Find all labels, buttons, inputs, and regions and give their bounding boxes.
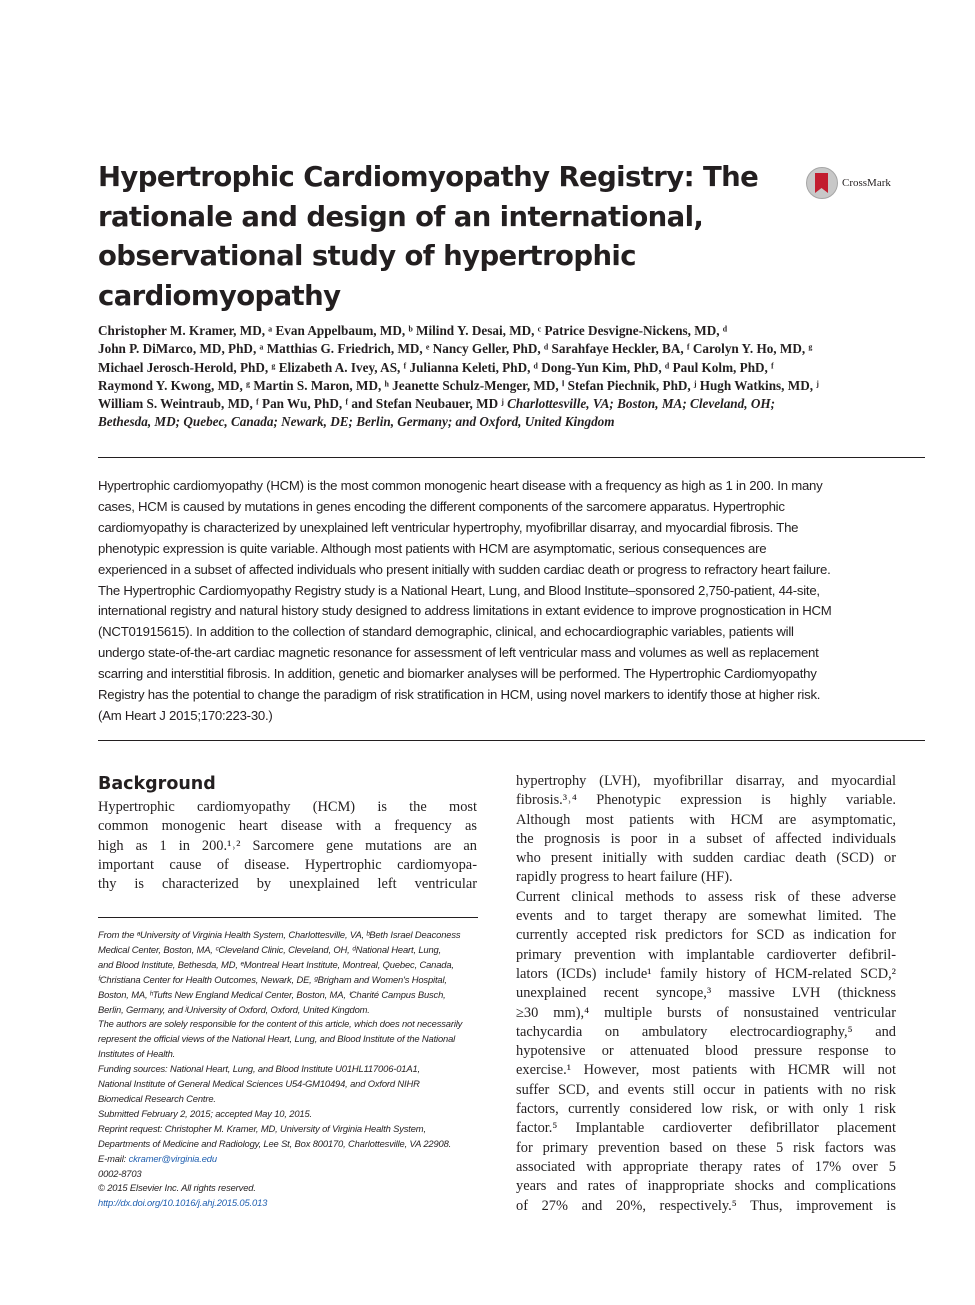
abstract-line: experienced in a subset of affected individuals who present initially with sudden cardiac death or progress to refractory heart failure. bbox=[98, 561, 831, 577]
title-line: observational study of hypertrophic bbox=[98, 240, 636, 272]
footnote-line: Medical Center, Boston, MA, ᶜCleveland Clinic, Cleveland, OH, ᵈNational Heart, Lung, bbox=[98, 943, 442, 955]
footnote-line: Biomedical Research Centre. bbox=[98, 1092, 216, 1104]
body-line: years and rates of inappropriate shocks and complications bbox=[516, 1178, 896, 1195]
copyright: © 2015 Elsevier Inc. All rights reserved. bbox=[98, 1182, 256, 1194]
footnote-line: Submitted February 2, 2015; accepted May 10, 2015. bbox=[98, 1107, 312, 1119]
abstract bbox=[98, 476, 898, 727]
abstract-line: (NCT01915615). In addition to the collection of standard demographic, clinical, and echocardiographic variables, patients will bbox=[98, 624, 794, 640]
author-line: Raymond Y. Kwong, MD, ᵍ Martin S. Maron, MD, ʰ Jeanette Schulz-Menger, MD, ⁱ Stefan Piechnik, PhD, ʲ Hugh Watkins, MD, ʲ bbox=[98, 377, 819, 393]
author-locations: Charlottesville, VA; Boston, MA; Cleveland, OH; bbox=[507, 396, 776, 412]
abstract-line: (Am Heart J 2015;170:223-30.) bbox=[98, 707, 273, 723]
footnote-rule bbox=[98, 917, 478, 918]
author-names: William S. Weintraub, MD, ᶠ Pan Wu, PhD, ᶠ and Stefan Neubauer, MD ʲ bbox=[98, 396, 508, 412]
abstract-line: phenotypic expression is quite variable. Although most patients with HCM are asymptomatic, serious consequences are bbox=[98, 540, 767, 556]
body-line: suffer SCD, and events still occur in patients with no risk bbox=[516, 1081, 896, 1098]
abstract-bottom-rule bbox=[98, 740, 925, 741]
body-line: fibrosis.³˒⁴ Phenotypic expression is highly variable. bbox=[516, 792, 896, 809]
body-line: events and to target therapy are somewhat limited. The bbox=[516, 908, 896, 925]
email-prefix: E-mail: bbox=[98, 1152, 129, 1164]
body-line: unexplained recent syncope,³ massive LVH (thickness bbox=[516, 985, 896, 1002]
body-line: common monogenic heart disease with a frequency as bbox=[98, 818, 477, 835]
author-list bbox=[98, 322, 898, 432]
body-line: the prognosis is poor in a subset of affected individuals bbox=[516, 830, 896, 847]
body-line: important cause of disease. Hypertrophic cardiomyopa- bbox=[98, 856, 477, 873]
crossmark-badge[interactable] bbox=[806, 166, 891, 200]
abstract-top-rule bbox=[98, 457, 925, 458]
title-line: cardiomyopathy bbox=[98, 279, 341, 312]
title-line: rationale and design of an international, bbox=[98, 200, 704, 233]
footnote-line: represent the official views of the National Heart, Lung, and Blood Institute of the National bbox=[98, 1033, 456, 1045]
abstract-line: undergo state-of-the-art cardiac magnetic resonance for assessment of left ventricular mass and volumes as well as replacement bbox=[98, 645, 819, 661]
issn: 0002-8703 bbox=[98, 1167, 142, 1179]
body-line: hypotensive or attenuated blood pressure response to bbox=[516, 1043, 896, 1060]
body-column-right bbox=[516, 772, 896, 1216]
footnote-line: Berlin, Germany, and ʲUniversity of Oxford, Oxford, United Kingdom. bbox=[98, 1003, 370, 1015]
body-line: hypertrophy (LVH), myofibrillar disarray, and myocardial bbox=[516, 773, 896, 789]
body-line: Hypertrophic cardiomyopathy (HCM) is the most bbox=[98, 799, 477, 815]
footnote-line: and Blood Institute, Bethesda, MD, ᵉMontreal Heart Institute, Montreal, Quebec, Canada, bbox=[98, 958, 454, 970]
body-line: thy is characterized by unexplained left ventricular bbox=[98, 876, 477, 893]
body-line: factors, currently considered low risk, or with only 1 risk bbox=[516, 1101, 896, 1118]
footnotes bbox=[98, 928, 478, 1211]
body-line: who present initially with sudden cardiac death (SCD) or bbox=[516, 850, 896, 867]
footnote-line: ᶠChristiana Center for Health Outcomes, Newark, DE, ᵍBrigham and Women's Hospital, bbox=[98, 973, 447, 985]
author-line: John P. DiMarco, MD, PhD, ᵃ Matthias G. Friedrich, MD, ᵉ Nancy Geller, PhD, ᵈ Sarahfaye Heckler, BA, ᶠ Carolyn Y. Ho, MD, ᵍ bbox=[98, 341, 813, 357]
email-link[interactable]: ckramer@virginia.edu bbox=[128, 1152, 217, 1164]
body-line: tachycardia on ambulatory electrocardiography,⁵ and bbox=[516, 1023, 896, 1040]
body-line: currently accepted risk predictors for SCD as indication for bbox=[516, 927, 896, 944]
author-line: Christopher M. Kramer, MD, ᵃ Evan Appelbaum, MD, ᵇ Milind Y. Desai, MD, ᶜ Patrice Desvigne-Nickens, MD, ᵈ bbox=[98, 323, 728, 338]
article-title bbox=[98, 158, 778, 316]
body-line: factor.⁵ Implantable cardioverter defibrillator placement bbox=[516, 1120, 896, 1137]
section-heading: Background bbox=[98, 774, 216, 794]
author-locations: Bethesda, MD; Quebec, Canada; Newark, DE; Berlin, Germany; and Oxford, United Kingdom bbox=[98, 414, 615, 430]
abstract-line: cases, HCM is caused by mutations in genes encoding the different components of the sarcomere apparatus. Hypertrophic bbox=[98, 498, 785, 514]
body-line: lators (ICDs) include¹ family history of HCM-related SCD,² bbox=[516, 965, 896, 982]
author-locations-line bbox=[98, 413, 898, 431]
author-line: Michael Jerosch-Herold, PhD, ᵍ Elizabeth A. Ivey, AS, ᶠ Julianna Keleti, PhD, ᵈ Dong-Yun Kim, PhD, ᵈ Paul Kolm, PhD, ᶠ bbox=[98, 359, 774, 375]
abstract-line: international registry and natural history study designed to address limitations in extant evidence to improve prognostication in HCM bbox=[98, 603, 832, 619]
abstract-line: The Hypertrophic Cardiomyopathy Registry study is a National Heart, Lung, and Blood Institute–sponsored 2,750-patient, 44-site, bbox=[98, 582, 820, 598]
footnote-line: National Institute of General Medical Sciences U54-GM10494, and Oxford NIHR bbox=[98, 1078, 420, 1090]
crossmark-label: CrossMark bbox=[842, 177, 891, 189]
body-line: high as 1 in 200.¹˒² Sarcomere gene mutations are an bbox=[98, 837, 477, 854]
footnote-line: Reprint request: Christopher M. Kramer, MD, University of Virginia Health System, bbox=[98, 1122, 426, 1134]
body-line: primary prevention with implantable cardioverter defibril- bbox=[516, 946, 896, 963]
body-line: Although most patients with HCM are asymptomatic, bbox=[516, 811, 896, 828]
email-line bbox=[98, 1152, 478, 1167]
footnote-line: Funding sources: National Heart, Lung, and Blood Institute U01HL117006-01A1, bbox=[98, 1063, 420, 1075]
body-line: rapidly progress to heart failure (HF). bbox=[516, 869, 733, 886]
crossmark-icon bbox=[806, 167, 838, 199]
body-line: ≥30 mm),⁴ multiple bursts of nonsustained ventricular bbox=[516, 1004, 896, 1021]
abstract-line: scarring and interstitial fibrosis. In addition, genetic and biomarker analyses will be performed. The Hypertrophic Cardiomyopathy bbox=[98, 666, 817, 682]
body-column-left bbox=[98, 798, 477, 894]
body-line: associated with appropriate therapy rates of 17% over 5 bbox=[516, 1158, 896, 1175]
footnote-line: Boston, MA, ʰTufts New England Medical Center, Boston, MA, ⁱCharité Campus Busch, bbox=[98, 988, 446, 1000]
body-line: exercise.¹ However, most patients with HCMR will not bbox=[516, 1062, 896, 1079]
body-line: of 27% and 20%, respectively.⁵ Thus, improvement is bbox=[516, 1197, 896, 1214]
footnote-line: The authors are solely responsible for the content of this article, which does not necessarily bbox=[98, 1018, 463, 1030]
abstract-line: cardiomyopathy is characterized by unexplained left ventricular hypertrophy, myofibrillar disarray, and myocardial fibrosis. The bbox=[98, 519, 799, 535]
title-line: Hypertrophic Cardiomyopathy Registry: The bbox=[98, 161, 759, 193]
author-line bbox=[98, 395, 898, 413]
footnote-line: Institutes of Health. bbox=[98, 1048, 176, 1060]
abstract-line: Registry has the potential to change the paradigm of risk stratification in HCM, using novel markers to identify those at higher risk. bbox=[98, 687, 821, 703]
footnote-line: From the ᵃUniversity of Virginia Health System, Charlottesville, VA, ᵇBeth Israel Deaconess bbox=[98, 929, 461, 940]
footnote-line: Departments of Medicine and Radiology, Lee St, Box 800170, Charlottesville, VA 22908. bbox=[98, 1137, 452, 1149]
body-line: Current clinical methods to assess risk of these adverse bbox=[516, 888, 896, 905]
abstract-line: Hypertrophic cardiomyopathy (HCM) is the most common monogenic heart disease with a frequency as high as 1 in 200. In many bbox=[98, 478, 823, 493]
doi-link[interactable]: http://dx.doi.org/10.1016/j.ahj.2015.05.013 bbox=[98, 1197, 268, 1209]
body-line: for primary prevention based on these 5 risk factors was bbox=[516, 1139, 896, 1156]
